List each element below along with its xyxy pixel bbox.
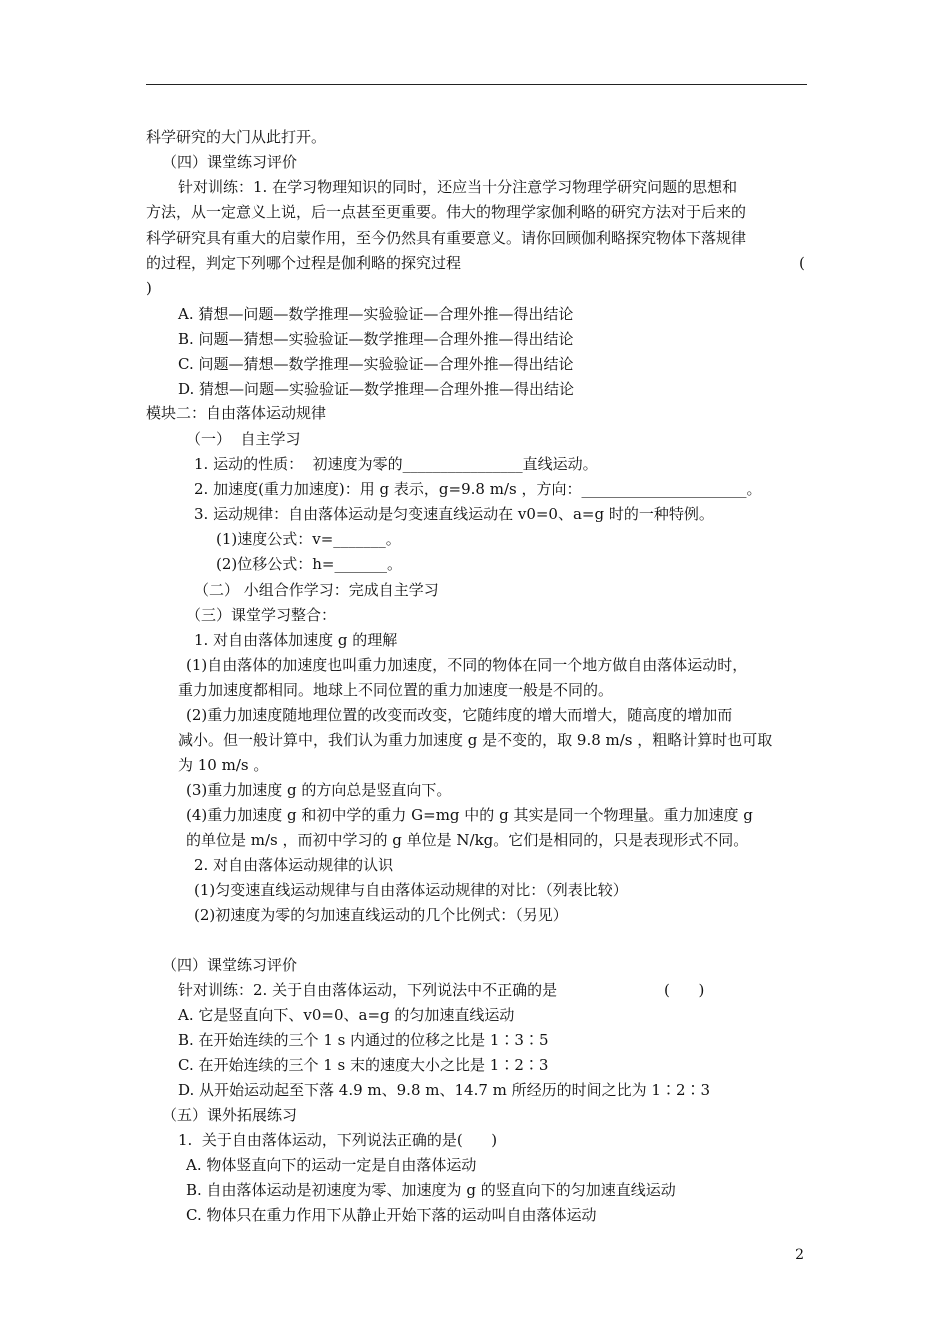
section-heading: （四）课堂练习评价 bbox=[162, 956, 298, 974]
option-b: B. 在开始连续的三个 1 s 内通过的位移之比是 1∶3∶5 bbox=[178, 1031, 549, 1049]
text-line: 重力加速度都相同。地球上不同位置的重力加速度一般是不同的。 bbox=[178, 681, 614, 699]
option-c: C. 物体只在重力作用下从静止开始下落的运动叫自由落体运动 bbox=[186, 1206, 597, 1224]
text-line: 2. 对自由落体运动规律的认识 bbox=[194, 856, 394, 874]
option-a: A. 猜想—问题—数学推理—实验验证—合理外推—得出结论 bbox=[178, 305, 574, 323]
option-c: C. 在开始连续的三个 1 s 末的速度大小之比是 1∶2∶3 bbox=[178, 1056, 549, 1074]
section-heading: （四）课堂练习评价 bbox=[162, 153, 298, 171]
text-line: (4)重力加速度 g 和初中学的重力 G=mg 中的 g 其实是同一个物理量。重力加速度 g bbox=[186, 806, 753, 824]
text-line: 科学研究具有重大的启蒙作用，至今仍然具有重要意义。请你回顾伽利略探究物体下落规律 bbox=[146, 229, 747, 247]
text-line: (3)重力加速度 g 的方向总是竖直向下。 bbox=[186, 781, 452, 799]
section-heading: （三）课堂学习整合： bbox=[186, 606, 337, 624]
answer-bracket-open: ( bbox=[799, 254, 805, 272]
text-line: (1)自由落体的加速度也叫重力加速度，不同的物体在同一个地方做自由落体运动时， bbox=[186, 656, 748, 674]
option-a: A. 它是竖直向下、v0=0、a=g 的匀加速直线运动 bbox=[178, 1006, 515, 1024]
answer-bracket: ( ) bbox=[664, 981, 705, 999]
option-d: D. 猜想—问题—实验验证—数学推理—合理外推—得出结论 bbox=[178, 380, 575, 398]
text-line: 3. 运动规律：自由落体运动是匀变速直线运动在 v0=0、a=g 时的一种特例。 bbox=[194, 505, 714, 523]
text-line: (1)速度公式：v=_______。 bbox=[216, 530, 401, 548]
section-heading: （二） 小组合作学习：完成自主学习 bbox=[194, 581, 439, 599]
text-line: 的单位是 m/s ，而初中学习的 g 单位是 N/kg。它们是相同的，只是表现形式不同。 bbox=[186, 831, 749, 849]
answer-bracket-close: ) bbox=[146, 279, 152, 297]
option-c: C. 问题—猜想—数学推理—实验验证—合理外推—得出结论 bbox=[178, 355, 574, 373]
option-d: D. 从开始运动起至下落 4.9 m、9.8 m、14.7 m 所经历的时间之比为 1∶2∶3 bbox=[178, 1081, 711, 1099]
text-line: 方法，从一定意义上说，后一点甚至更重要。伟大的物理学家伽利略的研究方法对于后来的 bbox=[146, 203, 747, 221]
header-rule bbox=[146, 84, 807, 85]
text-line: 1. 运动的性质： 初速度为零的________________直线运动。 bbox=[194, 455, 598, 473]
text-line: 1. 对自由落体加速度 g 的理解 bbox=[194, 631, 398, 649]
option-a: A. 物体竖直向下的运动一定是自由落体运动 bbox=[186, 1156, 477, 1174]
text-line: 为 10 m/s 。 bbox=[178, 756, 269, 774]
text-line: (2)重力加速度随地理位置的改变而改变，它随纬度的增大而增大，随高度的增加而 bbox=[186, 706, 733, 724]
text-line: 针对训练：2. 关于自由落体运动，下列说法中不正确的是 bbox=[178, 981, 558, 999]
text-line: 针对训练：1. 在学习物理知识的同时，还应当十分注意学习物理学研究问题的思想和 bbox=[178, 178, 738, 196]
option-b: B. 自由落体运动是初速度为零、加速度为 g 的竖直向下的匀加速直线运动 bbox=[186, 1181, 676, 1199]
module-heading: 模块二：自由落体运动规律 bbox=[146, 404, 327, 422]
text-line: 减小。但一般计算中，我们认为重力加速度 g 是不变的，取 9.8 m/s ，粗略计算时也可取 bbox=[178, 731, 773, 749]
page-number: 2 bbox=[795, 1247, 804, 1263]
text-line: 科学研究的大门从此打开。 bbox=[146, 128, 327, 146]
text-line: 1. 关于自由落体运动，下列说法正确的是( ) bbox=[178, 1131, 498, 1149]
text-line: 2. 加速度(重力加速度)：用 g 表示，g=9.8 m/s ，方向：______________________。 bbox=[194, 480, 762, 498]
text-line: (2)初速度为零的匀加速直线运动的几个比例式：（另见） bbox=[194, 906, 568, 924]
section-heading: （一） 自主学习 bbox=[186, 430, 301, 448]
option-b: B. 问题—猜想—实验验证—数学推理—合理外推—得出结论 bbox=[178, 330, 574, 348]
section-heading: （五）课外拓展练习 bbox=[162, 1106, 298, 1124]
text-line: 的过程，判定下列哪个过程是伽利略的探究过程 bbox=[146, 254, 462, 272]
text-line: (1)匀变速直线运动规律与自由落体运动规律的对比：（列表比较） bbox=[194, 881, 628, 899]
text-line: (2)位移公式：h=_______。 bbox=[216, 555, 402, 573]
